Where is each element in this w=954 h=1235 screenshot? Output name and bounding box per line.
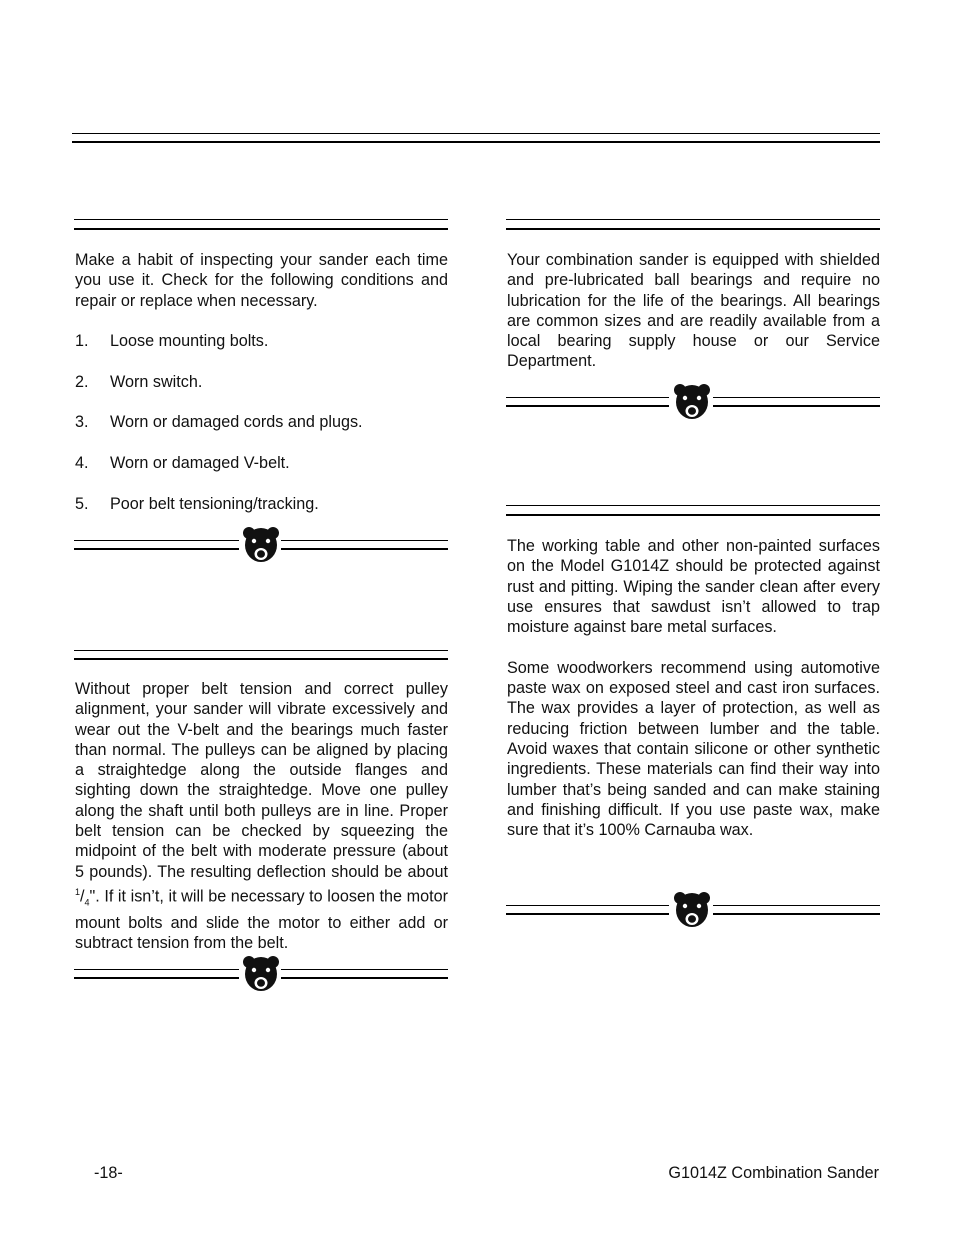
list-item <box>75 412 448 432</box>
belt-section <box>75 679 448 953</box>
list-item-text: Worn or damaged cords and plugs. <box>110 413 363 432</box>
header-rule-bottom <box>72 141 880 143</box>
divider-line <box>74 548 239 550</box>
bearings-paragraph: Your combination sander is equipped with shielded and pre-lubricated ball bearings and require no lubrication for the life of the bearings. All bearings are common sizes and are readily available from a local bearing supply house or our Service Department. <box>507 251 880 371</box>
divider-line <box>506 905 669 906</box>
fraction-denominator: 4 <box>84 897 90 908</box>
section-rule-bearings-bottom <box>506 228 880 230</box>
belt-text-a: Without proper belt tension and correct pulley alignment, your sander will vibrate excessively and wear out the V-belt and the bearings much faster than normal. The pulleys can be aligned by placing a straightedge along the outside flanges and sighting down the straightedge. Move one pulley along the shaft until both pulleys are in line. Proper belt tension can be checked by squeezing the midpoint of the belt with moderate pressure (about 5 pounds). The resulting deflection should be about <box>75 680 448 881</box>
divider-line <box>506 397 669 398</box>
list-item <box>75 453 448 473</box>
list-item <box>75 494 448 514</box>
bear-head-icon <box>673 383 711 423</box>
rust-paragraph-1: The working table and other non-painted surfaces on the Model G1014Z should be protected against rust and pitting. Wiping the sander clean after every use ensures that sawdust isn’t allowed to trap moisture against bare metal surfaces. <box>507 537 880 637</box>
list-item <box>75 372 448 392</box>
list-item-text: Worn switch. <box>110 372 203 391</box>
rust-paragraph-2: Some woodworkers recommend using automotive paste wax on exposed steel and cast iron surfaces. The wax provides a layer of protection, as well as reducing friction between lumber and the table. Avoid waxes that contain silicone or other synthetic ingredients. These materials can find their way into lumber that’s being sanded and can make staining and finishing difficult. If you use paste wax, make sure that it’s 100% Carnauba wax. <box>507 658 880 840</box>
divider-line <box>506 913 669 915</box>
divider-line <box>74 969 239 970</box>
divider-line <box>281 969 448 970</box>
fraction-numerator: 1 <box>75 886 81 897</box>
section-rule-rust-top <box>506 505 880 506</box>
divider-line <box>713 905 880 906</box>
belt-paragraph <box>75 679 448 953</box>
bear-head-icon <box>673 891 711 931</box>
fraction-slash: / <box>80 887 85 906</box>
footer-model: G1014Z Combination Sander <box>668 1164 879 1182</box>
section-rule-inspection-bottom <box>74 228 448 230</box>
divider-line <box>74 977 239 979</box>
header-rule-top <box>72 133 880 134</box>
divider-line <box>281 540 448 541</box>
belt-text-b: ". If it isn’t, it will be necessary to loosen the motor mount bolts and slide the motor to either add or subtract tension from the belt. <box>75 887 448 953</box>
section-rule-bearings-top <box>506 219 880 220</box>
list-item <box>75 331 448 351</box>
inspection-intro: Make a habit of inspecting your sander each time you use it. Check for the following conditions and repair or replace when necessary. <box>75 251 448 310</box>
list-item-number: 1. <box>75 332 89 351</box>
divider-line <box>713 913 880 915</box>
divider-line <box>713 397 880 398</box>
section-divider <box>506 383 880 423</box>
section-divider <box>74 955 448 995</box>
rust-section <box>507 536 880 840</box>
bear-head-icon <box>242 526 280 566</box>
divider-line <box>713 405 880 407</box>
page-number: -18- <box>94 1164 123 1182</box>
list-item-number: 2. <box>75 372 89 391</box>
section-rule-inspection-top <box>74 219 448 220</box>
bear-head-icon <box>242 955 280 995</box>
divider-line <box>74 540 239 541</box>
section-divider <box>506 891 880 931</box>
section-rule-belt-top <box>74 650 448 651</box>
inspection-list <box>75 331 448 514</box>
divider-line <box>281 977 448 979</box>
list-item-text: Poor belt tensioning/tracking. <box>110 494 319 513</box>
inspection-section <box>75 250 448 514</box>
bearings-section <box>507 250 880 372</box>
list-item-text: Loose mounting bolts. <box>110 332 269 351</box>
section-rule-rust-bottom <box>506 514 880 516</box>
list-item-number: 4. <box>75 453 89 472</box>
list-item-text: Worn or damaged V-belt. <box>110 453 290 472</box>
divider-line <box>506 405 669 407</box>
section-rule-belt-bottom <box>74 658 448 660</box>
divider-line <box>281 548 448 550</box>
list-item-number: 5. <box>75 494 89 513</box>
section-divider <box>74 526 448 566</box>
list-item-number: 3. <box>75 413 89 432</box>
